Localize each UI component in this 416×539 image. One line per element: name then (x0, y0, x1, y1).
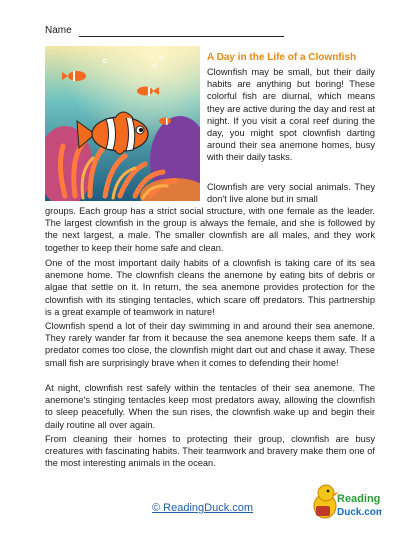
reading-duck-link[interactable]: © ReadingDuck.com (152, 502, 254, 514)
paragraph-2-start: Clownfish are very social animals. They don't live alone but in small (207, 182, 375, 205)
paragraph-2-continued: groups. Each group has a strict social structure, with one female as the leader. The largest clownfish in the group is always the female, and she is followed by the next largest, a male. The smaller clownfish are all males, and they work together to keep their home safe and clean. (45, 206, 375, 253)
clownfish-illustration (45, 46, 200, 201)
logo-text-duck: Duck.com (337, 507, 382, 518)
name-line[interactable] (79, 36, 284, 37)
logo-text-reading: Reading (337, 493, 381, 505)
paragraph-1: Clownfish may be small, but their daily habits are anything but boring! These colorful fish are diurnal, which means they are active during the day and rest at night. If you visit a coral reef during the day, you might spot clownfish darting around their sea anemone homes, busy with their daily tasks. (207, 67, 375, 163)
paragraph-5: At night, clownfish rest safely within the tentacles of their sea anemone. The anemone's stinging tentacles keep most predators away, allowing the clownfish to sleep peacefully. When the sun rises, the clownfish wake up and begin their daily routine all over again. (45, 383, 375, 430)
story-title: A Day in the Life of a Clownfish (207, 52, 357, 63)
paragraph-3: One of the most important daily habits of a clownfish is taking care of its sea anemone home. The clownfish cleans the anemone by eating bits of debris or algae that settle on it. In return, the sea anemone provides protection for the clownfish with its stinging tentacles, which scare off predators. This partnership is a great example of teamwork in nature! (45, 258, 375, 317)
reading-duck-logo (312, 480, 382, 524)
name-row (45, 25, 375, 39)
paragraph-6: From cleaning their homes to protecting their group, clownfish are busy creatures with fascinating habits. Their teamwork and bravery make them one of the most interesting animals in the ocean. (45, 434, 375, 469)
name-label: Name (45, 25, 72, 36)
duck-logo-icon (312, 480, 382, 524)
clownfish-reef-image (45, 46, 200, 201)
paragraph-4: Clownfish spend a lot of their day swimming in and around their sea anemone. They rarely wander far from it because the sea anemone keeps them safe. If a predator comes too close, the clownfish might dart out and chase it away. These small fish are surprisingly brave when it comes to defending their home! (45, 321, 375, 368)
